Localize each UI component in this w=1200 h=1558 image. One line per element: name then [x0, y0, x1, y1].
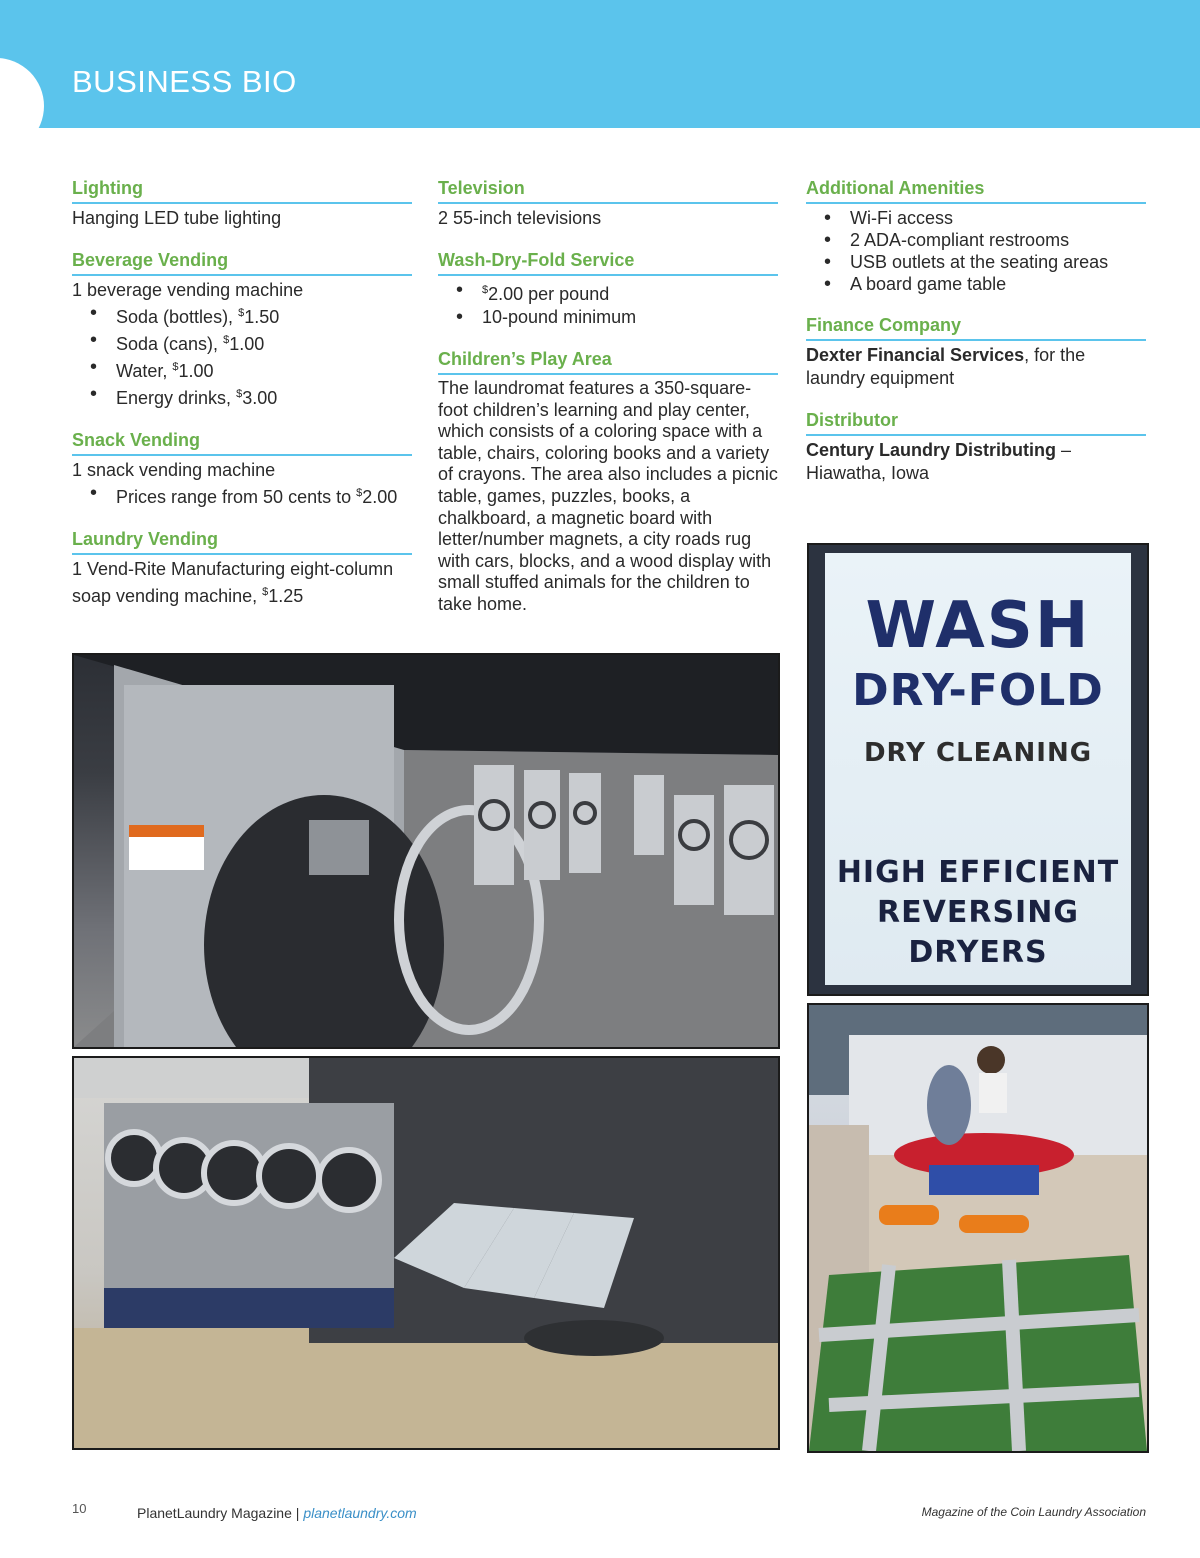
- middle-column: [438, 178, 778, 636]
- laundry-vending-text: 1 Vend-Rite Manufacturing eight-column soap vending machine, $1.25: [72, 559, 394, 606]
- finance-section: [806, 315, 1146, 390]
- play-area-heading: Children’s Play Area: [438, 349, 778, 375]
- snack-heading: Snack Vending: [72, 430, 412, 456]
- seating-illustration: [74, 1058, 778, 1448]
- television-text: 2 55-inch televisions: [438, 208, 602, 228]
- list-item: • Soda (cans), $1.00: [90, 329, 412, 356]
- lighting-heading: Lighting: [72, 178, 412, 204]
- play-area-section: [438, 349, 778, 616]
- list-item: • Prices range from 50 cents to $2.00: [90, 482, 412, 509]
- list-item: • Soda (bottles), $1.50: [90, 302, 412, 329]
- footer-separator: |: [295, 1505, 300, 1521]
- sign-dry-cleaning-text: DRY CLEANING: [863, 738, 1093, 768]
- left-column: [72, 178, 412, 628]
- list-item: • 10-pound minimum: [456, 306, 778, 329]
- sign-dry-fold-text: DRY-FOLD: [852, 665, 1104, 716]
- distributor-heading: Distributor: [806, 410, 1146, 436]
- beverage-heading: Beverage Vending: [72, 250, 412, 276]
- footer-magazine: [137, 1505, 417, 1521]
- laundry-vending-section: [72, 529, 412, 608]
- page-number: 10: [72, 1501, 87, 1516]
- lighting-text: Hanging LED tube lighting: [72, 208, 282, 228]
- beverage-section: [72, 250, 412, 410]
- right-column: [806, 178, 1146, 505]
- wash-dry-fold-heading: Wash-Dry-Fold Service: [438, 250, 778, 276]
- list-item: • Energy drinks, $3.00: [90, 383, 412, 410]
- list-item: • Wi-Fi access: [824, 207, 1146, 229]
- washers-illustration: [74, 655, 778, 1047]
- sign-wash-text: WASH: [865, 589, 1091, 663]
- header-banner: [0, 0, 1200, 128]
- distributor-section: [806, 410, 1146, 485]
- list-item: • A board game table: [824, 273, 1146, 295]
- beverage-text: 1 beverage vending machine: [72, 280, 304, 300]
- snack-text: 1 snack vending machine: [72, 460, 276, 480]
- wash-dry-fold-list: [438, 279, 778, 329]
- sign-dryers-text: HIGH EFFICIENT REVERSING DRYERS: [836, 855, 1120, 970]
- list-item: • USB outlets at the seating areas: [824, 251, 1146, 273]
- snack-list: [72, 482, 412, 509]
- amenities-heading: Additional Amenities: [806, 178, 1146, 204]
- page-title: BUSINESS BIO: [72, 64, 297, 99]
- amenities-section: [806, 178, 1146, 295]
- children-play-area-photo: [807, 1003, 1149, 1453]
- lighting-section: [72, 178, 412, 230]
- finance-text: Dexter Financial Services, for the laundry equipment: [806, 345, 1086, 388]
- wash-dry-fold-sign-photo: [807, 543, 1149, 996]
- wash-dry-fold-section: [438, 250, 778, 329]
- play-area-text: The laundromat features a 350-square-foot children’s learning and play center, which consists of a coloring space with a table, chairs, coloring books and a variety of crayons. The area also includes a picnic table, games, puzzles, books, a chalkboard, a magnetic board with letter/number magnets, a city roads rug with cars, blocks, and a wood display with small stuffed animals for the children to take home.: [438, 378, 778, 614]
- banner-notch-decoration: [0, 58, 44, 154]
- distributor-text: Century Laundry Distributing – Hiawatha, Iowa: [806, 440, 1072, 483]
- washers-photo: [72, 653, 780, 1049]
- footer-url-link[interactable]: planetlaundry.com: [303, 1505, 417, 1521]
- footer-tagline: Magazine of the Coin Laundry Association: [921, 1505, 1146, 1519]
- finance-heading: Finance Company: [806, 315, 1146, 341]
- beverage-list: [72, 302, 412, 410]
- list-item: • $2.00 per pound: [456, 279, 778, 306]
- laundry-vending-heading: Laundry Vending: [72, 529, 412, 555]
- magazine-name: PlanetLaundry Magazine: [137, 1505, 292, 1521]
- list-item: • 2 ADA-compliant restrooms: [824, 229, 1146, 251]
- television-section: [438, 178, 778, 230]
- sign-panel: [825, 553, 1131, 985]
- seating-area-photo: [72, 1056, 780, 1450]
- amenities-list: [806, 207, 1146, 295]
- snack-section: [72, 430, 412, 509]
- television-heading: Television: [438, 178, 778, 204]
- list-item: • Water, $1.00: [90, 356, 412, 383]
- play-area-illustration: [809, 1005, 1147, 1451]
